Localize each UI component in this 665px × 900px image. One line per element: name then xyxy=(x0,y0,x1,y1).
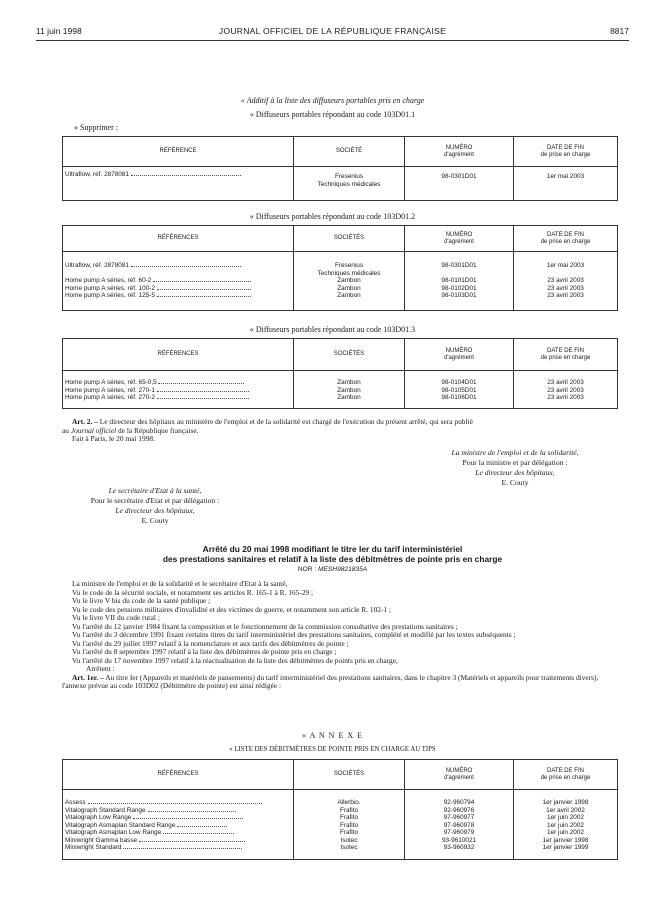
debitmetre-s-2: Frafito xyxy=(339,814,359,821)
table-row xyxy=(63,790,618,860)
col-date: DATE DE FIN de prise en charge xyxy=(514,137,618,167)
debitmetre-d-2: 1er juin 2002 xyxy=(547,814,584,821)
debitmetre-d-3: 1er juin 2002 xyxy=(547,821,584,829)
article-2: Art. 2. – Le directeur des hôpitaux au ministère de l'emploi et de la solidarité est chargé de l'exécution du présent arrêté, qui sera publié au Journal officiel de la République française. Fait à Paris, le 20 mai 1998. xyxy=(62,417,473,443)
debitmetre-r-5: Miniwright Gamma basse xyxy=(65,836,138,844)
table-row: Ultraflow, réf. 2878081 Home pump A séries, réf. 60-2 Home pump A séries, réf. 100-2 Home pump A séries, réf. 125-5 Fresenius Techniques médicales Zambon Zambon Zambon 98-0301D01 98-0101D01 98-0102D01 98-0103D01 1er mai 2003 23 avril 2003 23 avril 2003 23 avril 2003 xyxy=(63,252,618,311)
debitmetre-s-3: Frafito xyxy=(339,821,359,829)
debitmetre-s-5: Isotec xyxy=(340,836,358,844)
table-diffuseurs-2: RÉFÉRENCES SOCIÉTÉS NUMÉRO d'agrément DATE DE FIN de prise en charge Ultraflow, réf. 2878081 Home pump A séries, réf. 60-2 Home pump A séries, réf. 100-2 Home pump A séries, réf. 125-5 Fresenius Techniques médicales Zambon Zambon Zambon 98-0301D01 98-0101D01 98-0102D01 98-0103D01 1er mai 2003 23 avril 2003 23 avril 2003 23 avril 2003 xyxy=(62,225,618,311)
col-soc: SOCIÉTÉ xyxy=(294,137,405,167)
signature-left: Le secrétaire d'Etat à la santé, Pour le secrétaire d'Etat et par délégation : Le directeur des hôpitaux, E. Couty xyxy=(90,486,220,525)
additif-title: « Additif à la liste des diffuseurs portables pris en charge xyxy=(240,96,425,105)
debitmetre-d-6: 1er janvier 1999 xyxy=(542,844,589,851)
col-ref: RÉFÉRENCE xyxy=(63,137,294,167)
debitmetre-d-1: 1er avril 2002 xyxy=(546,806,585,814)
supprimer-label: « Supprimer : xyxy=(74,123,118,132)
debitmetre-d-4: 1er juin 2002 xyxy=(547,829,584,836)
debitmetre-s-6: Isotec xyxy=(340,844,358,851)
table-row: Home pump A séries, réf. 65-0,5 Home pump A séries, réf. 270-1 Home pump A séries, réf. 270-2 Zambon Zambon Zambon 98-0104D01 98-0105D01 98-0106D01 23 avril 2003 23 avril 2003 23 avril 2003 xyxy=(63,371,618,409)
col-num: NUMÉRO d'agrément xyxy=(405,137,514,167)
annexe-title: « A N N E X E xyxy=(302,731,363,740)
debitmetre-d-0: 1er janvier 1998 xyxy=(542,799,589,806)
liste-title: « LISTE DES DÉBITMÈTRES DE POINTE PRIS EN CHARGE AU TIPS xyxy=(229,746,436,753)
debitmetre-s-0: Allerbio. xyxy=(337,799,361,806)
table-diffuseurs-3: RÉFÉRENCES SOCIÉTÉS NUMÉRO d'agrément DATE DE FIN de prise en charge Home pump A séries, réf. 65-0,5 Home pump A séries, réf. 270-1 Home pump A séries, réf. 270-2 Zambon Zambon Zambon 98-0104D01 98-0105D01 98-0106D01 23 avril 2003 23 avril 2003 23 avril 2003 xyxy=(62,338,618,409)
debitmetre-d-5: 1er janvier 1998 xyxy=(542,836,589,844)
table-diffuseurs-1 xyxy=(62,136,618,201)
header-date: 11 juin 1998 xyxy=(36,26,82,36)
debitmetre-r-3: Vitalograph Asmaplan Standard Range xyxy=(65,821,176,829)
debitmetre-r-0: Assess xyxy=(65,799,86,806)
debitmetre-n-5: 93-9610021 xyxy=(441,836,477,844)
page-number: 8817 xyxy=(610,26,629,36)
arrete-title: Arrêté du 20 mai 1998 modifiant le titre Ier du tarif interministériel des prestations sanitaires et relatif à la liste des débitmètres de pointe pris en charge xyxy=(162,544,503,564)
page-header xyxy=(36,26,629,40)
debitmetre-n-1: 92-960976 xyxy=(443,806,475,814)
debitmetre-r-2: Vitalograph Low Range xyxy=(65,814,132,821)
debitmetre-n-4: 97-960979 xyxy=(443,829,475,836)
nor-reference: NOR : MESH9821835A xyxy=(297,566,368,573)
debitmetre-n-0: 92-960794 xyxy=(443,799,475,806)
table-debitmetres: RÉFÉRENCES SOCIÉTÉS NUMÉRO d'agrément DATE DE FIN de prise en charge Assess Vitalograph Standard Range Vitalograph Low Range Vitalograph Asmaplan Standard Range Vitalograph Asmaplan Low Range Miniwright Gamma basse Miniwright Standard Allerbio. Frafito Frafito Frafito Frafito Isotec Isotec 92-960794 92-960976 97-960977 97-960978 97-960979 93-9610021 93-960932 1er janvier 1998 1er avril 2002 1er juin 2002 1er juin 2002 1er juin 2002 1er janvier 1998 1er janvier 1999 xyxy=(62,759,618,860)
arrete-body: La ministre de l'emploi et de la solidarité et le secrétaire d'Etat à la santé, Vu le code de la sécurité sociale, et notamment ses articles R. 165-1 à R. 165-29 ; Vu le livre V bis du code de la santé publique ; Vu le code des pensions militaires d'invalidité et des victimes de guerre, et notamment son article R. 102-1 ; Vu le livre VII du code rural ; Vu l'arrêté du 12 janvier 1984 fixant la composition et le fonctionnement de la commission consultative des prestations sanitaires ; Vu l'arrêté du 3 décembre 1991 fixant certains titres du tarif interministériel des prestations sanitaires, complété et modifié par les textes subséquents ; Vu l'arrêté du 29 juillet 1997 relatif à la nomenclature et aux tarifs des débitmètres de pointe ; Vu l'arrêté du 8 septembre 1997 relatif à la liste des débitmètres de pointe pris en charge ; Vu l'arrêté du 17 novembre 1997 relatif à la réactualisation de la liste des débitmètres de points pris en charge, Arrêtent : Art. 1er. – Au titre Ier (Appareils et matériels de pansements) du tarif interministériel des prestations sanitaires, dans le chapitre 3 (Matériels et appareils pour traitements divers), l'annexe prévue au code 103D02 (Débitmètre de pointe) est ainsi rédigée : xyxy=(62,579,599,690)
table-row: Ultraflow, réf. 2878081 Fresenius Techniques médicales 98-0301D01 1er mai 2003 xyxy=(63,167,618,201)
header-title: JOURNAL OFFICIEL DE LA RÉPUBLIQUE FRANÇAISE xyxy=(218,26,447,36)
debitmetre-r-4: Vitalograph Asmaplan Low Range xyxy=(65,829,162,836)
subsection-title: « Diffuseurs portables répondant au code 103D01.1 xyxy=(249,110,416,119)
debitmetre-r-6: Miniwright Standard xyxy=(65,844,122,851)
subsection-title-3: « Diffuseurs portables répondant au code 103D01.3 xyxy=(249,325,416,334)
debitmetre-n-2: 97-960977 xyxy=(443,814,475,821)
debitmetre-n-6: 93-960932 xyxy=(443,844,475,851)
debitmetre-s-4: Frafito xyxy=(339,829,359,836)
subsection-title-2: « Diffuseurs portables répondant au code 103D01.2 xyxy=(249,212,416,221)
debitmetre-s-1: Frafito xyxy=(339,806,359,814)
debitmetre-r-1: Vitalograph Standard Range xyxy=(65,806,146,814)
header-rule xyxy=(36,40,629,41)
debitmetre-n-3: 97-960978 xyxy=(443,821,475,829)
signature-right: La ministre de l'emploi et de la solidarité, Pour la ministre et par délégation : Le directeur des hôpitaux, E. Couty xyxy=(451,448,579,487)
